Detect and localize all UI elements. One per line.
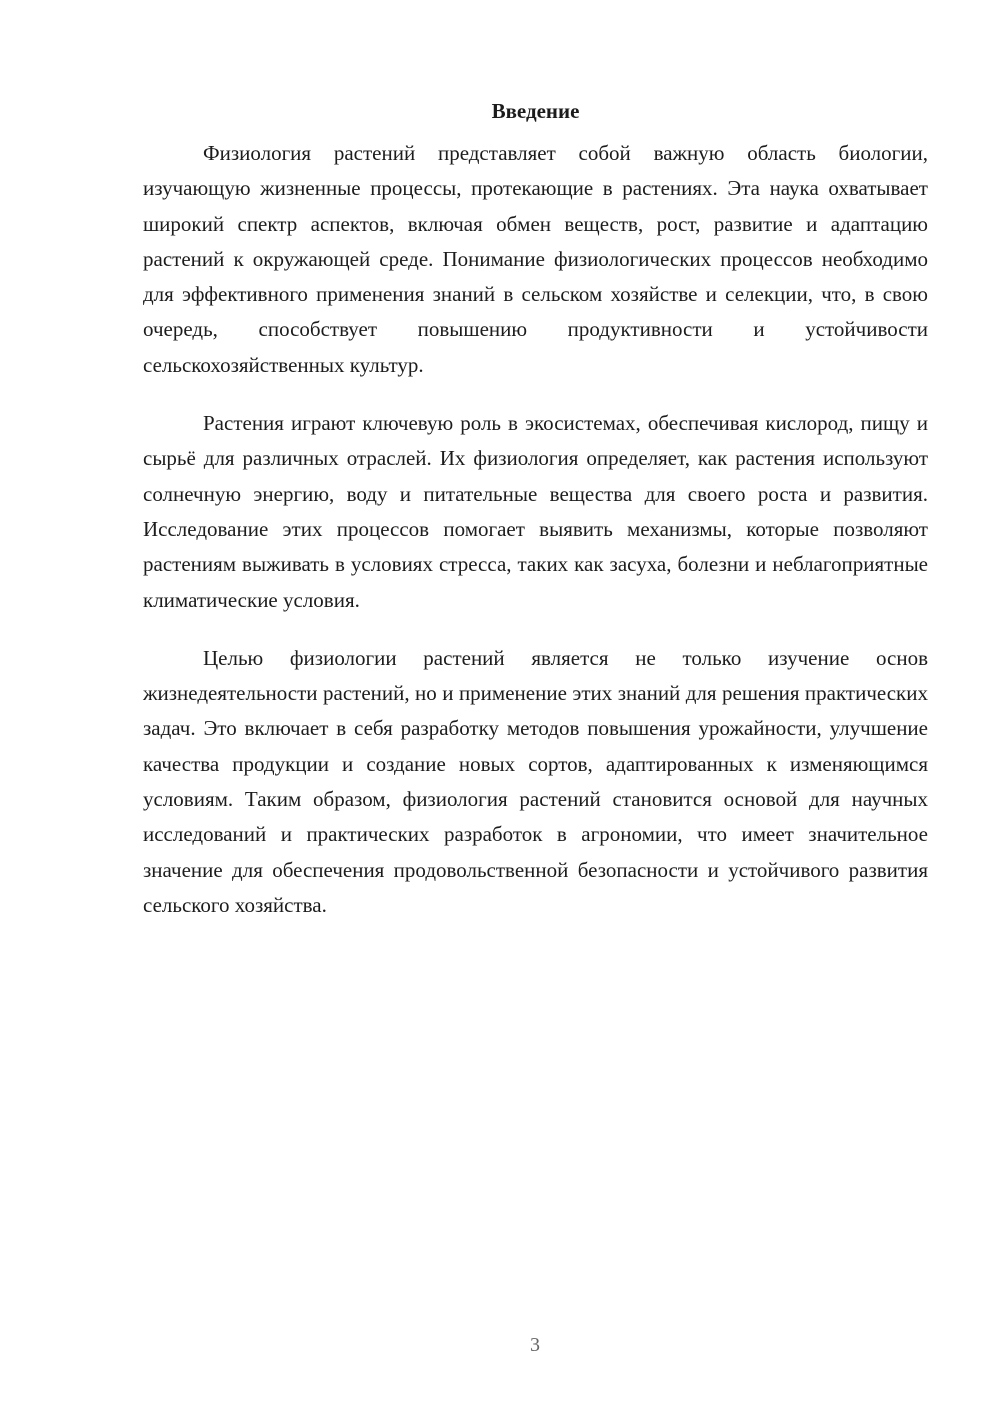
page-number: 3 bbox=[530, 1334, 540, 1356]
section-heading: Введение bbox=[491, 99, 580, 123]
paragraph-1: Физиология растений представляет собой важную область биологии, изучающую жизненные процессы, протекающие в растениях. Эта наука охватывает широкий спектр аспектов, включая обмен веществ, рост, развитие и адаптацию растений к окружающей среде. Понимание физиологических процессов необходимо для эффективного применения знаний в сельском хозяйстве и селекции, что, в свою очередь, способствует повышению продуктивности и устойчивости сельскохозяйственных культур. bbox=[143, 141, 928, 377]
paragraph-2: Растения играют ключевую роль в экосистемах, обеспечивая кислород, пищу и сырьё для различных отраслей. Их физиология определяет, как растения используют солнечную энергию, воду и питательные вещества для своего роста и развития. Исследование этих процессов помогает выявить механизмы, которые позволяют растениям выживать в условиях стресса, таких как засуха, болезни и неблагоприятные климатические условия. bbox=[143, 411, 928, 612]
page-content bbox=[143, 96, 928, 946]
paragraph-3: Целью физиологии растений является не только изучение основ жизнедеятельности растений, но и применение этих знаний для решения практических задач. Это включает в себя разработку методов повышения урожайности, улучшение качества продукции и создание новых сортов, адаптированных к изменяющимся условиям. Таким образом, физиология растений становится основой для научных исследований и практических разработок в агрономии, что имеет значительное значение для обеспечения продовольственной безопасности и устойчивого развития сельского хозяйства. bbox=[143, 645, 928, 917]
